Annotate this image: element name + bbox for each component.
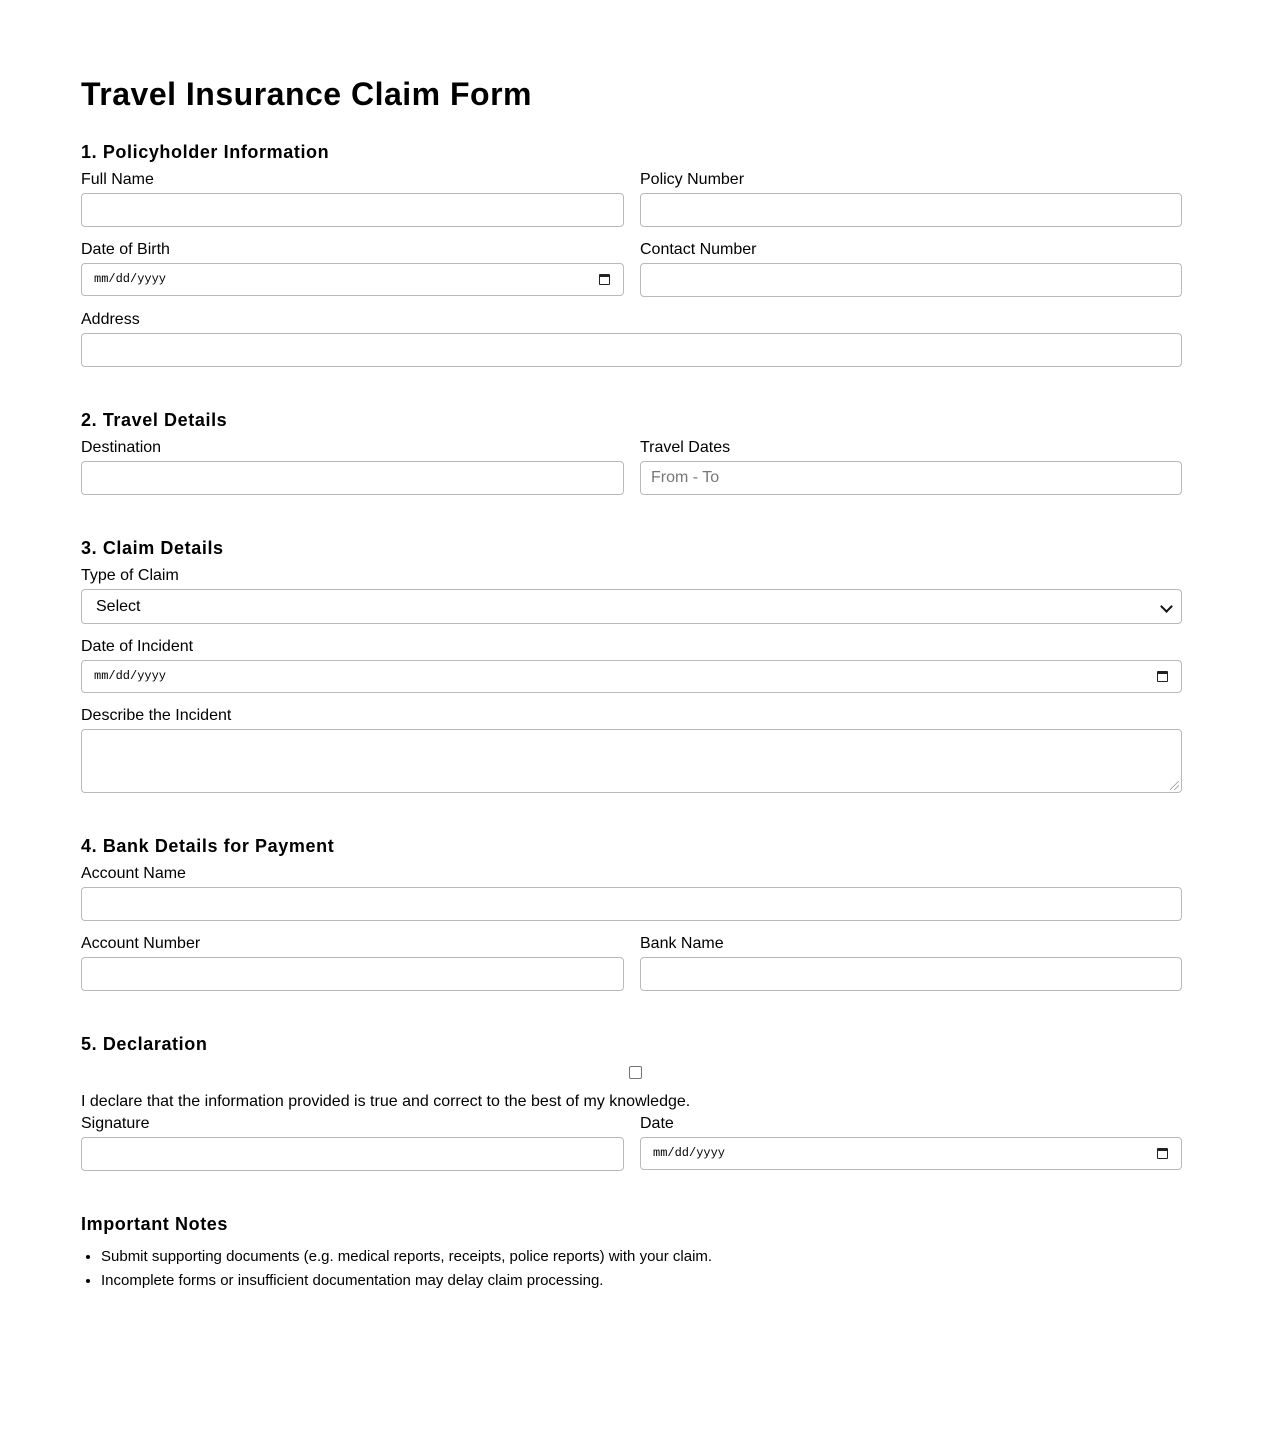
calendar-icon[interactable]	[1157, 1148, 1168, 1159]
address-input[interactable]	[81, 333, 1182, 367]
contact-number-input[interactable]	[640, 263, 1182, 297]
incident-date-input[interactable]	[81, 660, 1182, 693]
claim-type-selected-value: Select	[96, 598, 141, 615]
claim-type-label: Type of Claim	[81, 567, 179, 584]
section-title-policyholder: 1. Policyholder Information	[81, 142, 330, 162]
section-title-declaration: 5. Declaration	[81, 1034, 208, 1054]
account-name-label: Account Name	[81, 865, 186, 882]
notes-list	[81, 1245, 1001, 1299]
travel-dates-label: Travel Dates	[640, 439, 731, 456]
incident-date-placeholder: mm/dd/yyyy	[94, 669, 167, 683]
dob-placeholder: mm/dd/yyyy	[94, 272, 167, 286]
describe-incident-textarea[interactable]	[81, 729, 1182, 793]
declaration-date-input[interactable]	[640, 1137, 1182, 1170]
full-name-label: Full Name	[81, 171, 154, 188]
incident-date-label: Date of Incident	[81, 638, 194, 655]
chevron-down-icon	[1160, 600, 1173, 613]
bank-name-input[interactable]	[640, 957, 1182, 991]
address-label: Address	[81, 311, 140, 328]
policy-number-input[interactable]	[640, 193, 1182, 227]
dob-label: Date of Birth	[81, 241, 170, 258]
policy-number-label: Policy Number	[640, 171, 745, 188]
dob-input[interactable]	[81, 263, 624, 296]
page-title: Travel Insurance Claim Form	[81, 76, 532, 112]
section-title-bank: 4. Bank Details for Payment	[81, 836, 335, 856]
bank-name-label: Bank Name	[640, 935, 724, 952]
calendar-icon[interactable]	[1157, 671, 1168, 682]
account-number-input[interactable]	[81, 957, 624, 991]
resize-handle-icon[interactable]	[1170, 781, 1179, 790]
section-title-travel: 2. Travel Details	[81, 410, 228, 430]
declaration-checkbox[interactable]	[629, 1066, 642, 1079]
destination-label: Destination	[81, 439, 162, 456]
account-number-label: Account Number	[81, 935, 201, 952]
describe-incident-label: Describe the Incident	[81, 707, 232, 724]
claim-type-select[interactable]	[81, 589, 1182, 624]
note-item: • Submit supporting documents (e.g. medical reports, receipts, police reports) with your claim.	[101, 1245, 1001, 1269]
calendar-icon[interactable]	[599, 274, 610, 285]
travel-dates-placeholder: From - To	[651, 469, 720, 486]
section-title-claim: 3. Claim Details	[81, 538, 224, 558]
signature-input[interactable]	[81, 1137, 624, 1171]
account-name-input[interactable]	[81, 887, 1182, 921]
destination-input[interactable]	[81, 461, 624, 495]
travel-dates-input[interactable]	[640, 461, 1182, 495]
signature-label: Signature	[81, 1115, 150, 1132]
contact-number-label: Contact Number	[640, 241, 757, 258]
section-title-notes: Important Notes	[81, 1214, 229, 1234]
declaration-date-placeholder: mm/dd/yyyy	[653, 1146, 726, 1160]
declaration-statement: I declare that the information provided is true and correct to the best of my knowledge.	[81, 1093, 691, 1110]
declaration-date-label: Date	[640, 1115, 674, 1132]
full-name-input[interactable]	[81, 193, 624, 227]
note-item: • Incomplete forms or insufficient documentation may delay claim processing.	[101, 1269, 1001, 1293]
